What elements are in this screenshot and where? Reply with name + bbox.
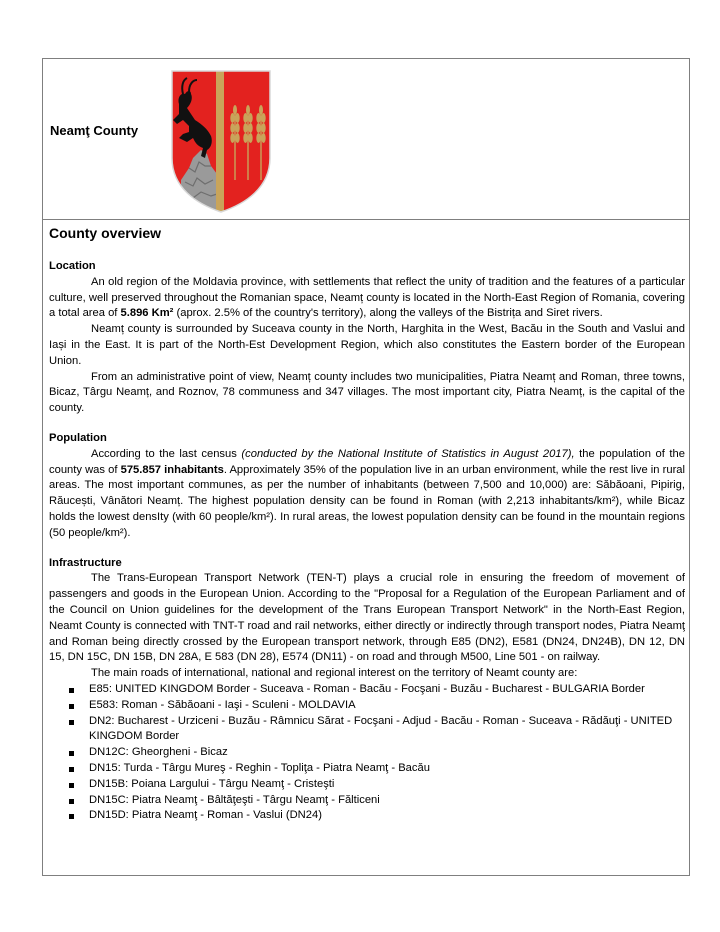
county-title: Neamţ County — [50, 123, 139, 138]
list-item: DN15D: Piatra Neamţ - Roman - Vaslui (DN24) — [49, 808, 685, 824]
bullet-icon — [69, 704, 74, 709]
list-item: DN15: Turda - Târgu Mureş - Reghin - Topliţa - Piatra Neamţ - Bacău — [49, 761, 685, 777]
bullet-icon — [69, 799, 74, 804]
bullet-icon — [69, 751, 74, 756]
infrastructure-paragraph-2: The main roads of international, national and regional interest on the territory of Neamt county are: — [91, 667, 578, 680]
bullet-icon — [69, 720, 74, 725]
coat-of-arms-icon — [171, 70, 271, 213]
list-item: DN15B: Poiana Largului - Târgu Neamţ - Cristeşti — [49, 777, 685, 793]
location-paragraph-2: Neamț county is surrounded by Suceava county in the North, Harghita in the West, Bacău in the South and Vaslui and Iași in the East. It is part of the North-Est Development Region, which also constitutes the Eastern border of the European Union. — [49, 323, 685, 367]
bullet-icon — [69, 814, 74, 819]
list-item: DN12C: Gheorgheni - Bicaz — [49, 745, 685, 761]
location-area: 5.896 Km² — [120, 307, 174, 320]
location-heading: Location — [49, 260, 96, 272]
population-paragraph: According to the last census (conducted by the National Institute of Statistics in August 2017), the population of the county was of 575.857 inhabitants. Approximately 35% of the population live in an urban environment, while the rest live in rural areas. The most important communes, as per the number of inhabitants (between 7,500 and 10,000) are: Săbăoani, Pipirig, Răucești, Vânători Neamț. The highest population density can be found in Roman (with 2,213 inhabitants/km²), while Bicaz holds the lowest densIty (with 60 people/km²). In rural areas, the lowest population density can be found in the mountain regions (50 people/km²). — [49, 447, 686, 539]
infrastructure-paragraph-1: The Trans-European Transport Network (TEN-T) plays a crucial role in ensuring the freedom of movement of passengers and goods in the European Union. According to the "Proposal for a Regulation of the European Parliament and of the Council on Union guidelines for the development of the Trans European Transport Network" in the North-East Region, Neamt County is connected with TNT-T road and rail networks, either directly or indirectly through transport nodes, Piatra Neamţ and Roman being directly crossed by the European transport network, through E85 (DN2), E581 (DN24, DN24B), DN 12, DN 15, DN 15C, DN 15B, DN 28A, E 583 (DN 28), E574 (DN11) - on road and through M500, Line 501 - on railway. — [49, 572, 685, 664]
population-heading: Population — [49, 431, 107, 444]
list-item: E85: UNITED KINGDOM Border - Suceava - Roman - Bacău - Focşani - Buzău - Bucharest - BULGARIA Border — [49, 682, 685, 698]
county-card — [42, 58, 690, 876]
bullet-icon — [69, 783, 74, 788]
location-paragraph-3: From an administrative point of view, Neamț county includes two municipalities, Piatra Neamț and Roman, three towns, Bicaz, Târgu Neamț, and Roznov, 78 communess and 347 villages. The most important city, Piatra Neamț, is the capital of the county. — [49, 370, 685, 415]
population-count: 575.857 inhabitants — [120, 463, 224, 476]
overview-title: County overview — [49, 225, 162, 241]
location-paragraph-1: An old region of the Moldavia province, with settlements that reflect the unity of tradition and the features of a particular culture, well preserved throughout the Romanian space, Neamț county is located in the North-East Region of Romania, covering a total area of 5.896 Km² (aprox. 2.5% of the country's territory), along the valleys of the Bistrița and Siret rivers. — [49, 275, 685, 320]
list-item: DN15C: Piatra Neamţ - Bâltăţeşti - Târgu Neamţ - Fălticeni — [49, 793, 685, 809]
list-item: E583: Roman - Săbăoani - Iaşi - Sculeni - MOLDAVIA — [49, 698, 685, 714]
bullet-icon — [69, 767, 74, 772]
census-note: (conducted by the National Institute of Statistics in August 2017), — [241, 447, 575, 460]
list-item: DN2: Bucharest - Urziceni - Buzău - Râmnicu Sărat - Focşani - Adjud - Bacău - Roman - Suceava - Rădăuţi - UNITED KINGDOM Border — [49, 714, 685, 746]
county-content — [49, 223, 685, 824]
roads-list — [49, 682, 685, 824]
county-header — [43, 59, 689, 220]
infrastructure-heading: Infrastructure — [49, 556, 122, 569]
bullet-icon — [69, 688, 74, 693]
